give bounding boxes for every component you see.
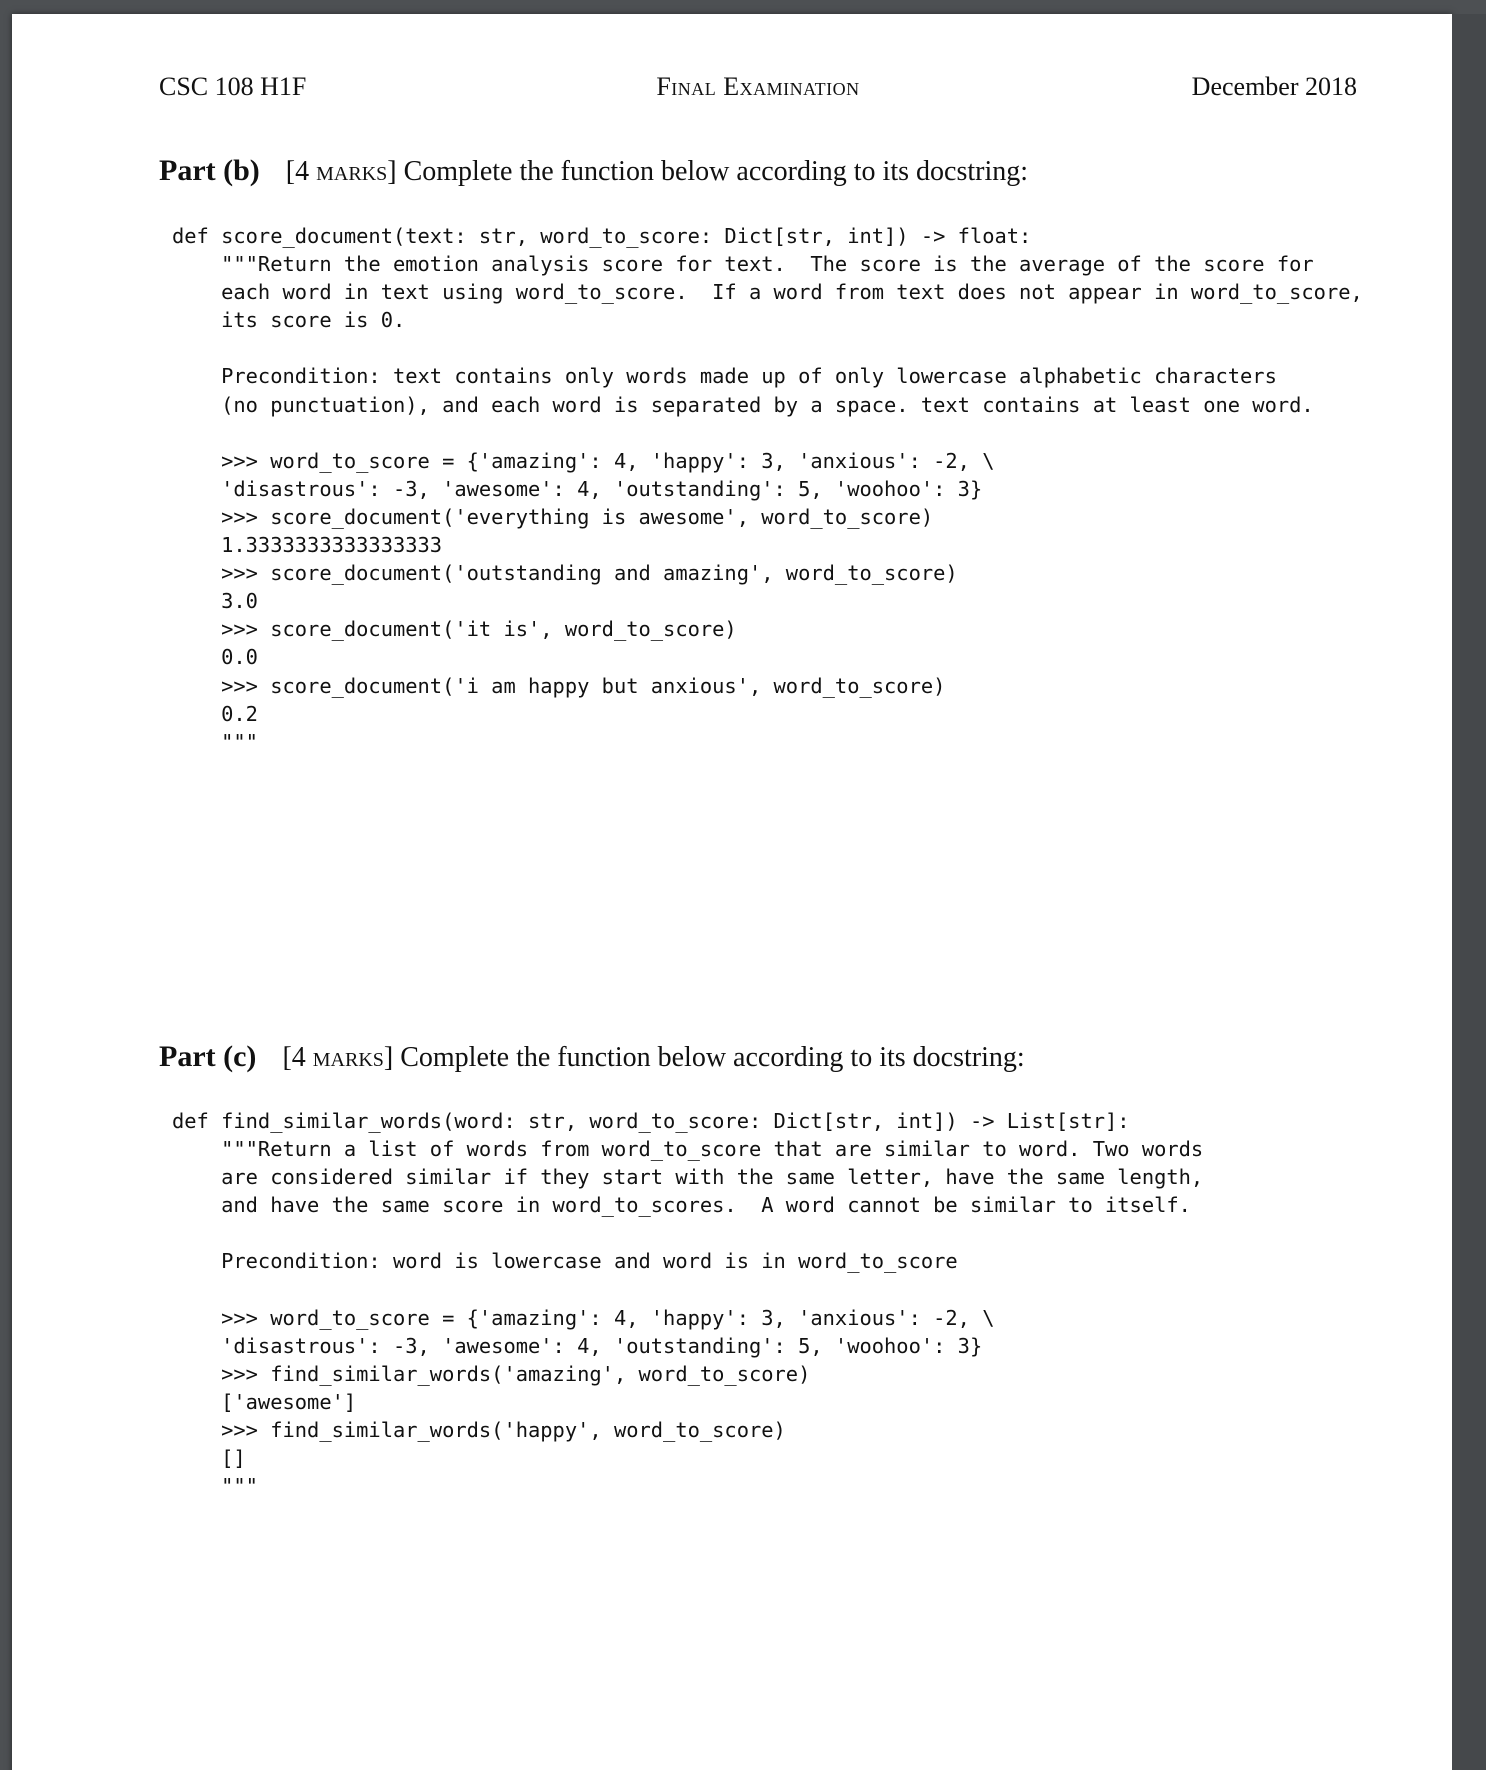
code-line: 'disastrous': -3, 'awesome': 4, 'outstanding': 5, 'woohoo': 3}: [172, 1333, 983, 1358]
code-line: [172, 334, 1363, 362]
code-line: >>> score_document('everything is awesome', word_to_score): [172, 504, 934, 529]
code-line: >>> word_to_score = {'amazing': 4, 'happy': 3, 'anxious': -2, \: [172, 448, 995, 473]
part-b-marks: [4 marks]: [285, 156, 397, 187]
code-line: []: [172, 1446, 246, 1471]
part-c-marks: [4 marks]: [282, 1042, 394, 1073]
code-line: each word in text using word_to_score. If a word from text does not appear in word_to_score,: [172, 280, 1363, 305]
code-line: [172, 1219, 1203, 1247]
code-line: [172, 1276, 1203, 1304]
code-line: 0.2: [172, 701, 258, 726]
code-line: >>> score_document('outstanding and amazing', word_to_score): [172, 561, 958, 586]
code-line: [172, 419, 1363, 447]
code-line: 0.0: [172, 645, 258, 670]
code-line: Precondition: text contains only words made up of only lowercase alphabetic characters: [172, 364, 1277, 389]
code-line: >>> find_similar_words('happy', word_to_score): [172, 1418, 786, 1443]
code-line: def find_similar_words(word: str, word_to_score: Dict[str, int]) -> List[str]:: [172, 1109, 1130, 1133]
code-line: are considered similar if they start with the same letter, have the same length,: [172, 1165, 1204, 1190]
code-line: >>> score_document('it is', word_to_score): [172, 617, 737, 642]
code-line: Precondition: word is lowercase and word is in word_to_score: [172, 1249, 958, 1274]
code-line: """: [172, 729, 258, 754]
part-c-instruction: Complete the function below according to its docstring:: [400, 1042, 1025, 1073]
part-c-heading: [159, 1040, 1025, 1074]
part-b-label: Part (b): [159, 154, 260, 187]
code-line: >>> word_to_score = {'amazing': 4, 'happy': 3, 'anxious': -2, \: [172, 1305, 995, 1330]
code-line: """: [172, 1474, 258, 1499]
part-b-code-block: [172, 222, 1363, 756]
part-b-instruction: Complete the function below according to its docstring:: [403, 156, 1028, 187]
part-b-heading: [159, 154, 1028, 188]
code-line: def score_document(text: str, word_to_score: Dict[str, int]) -> float:: [172, 224, 1032, 248]
viewer-background: [1452, 14, 1486, 1770]
code-line: 3.0: [172, 589, 258, 614]
part-c-code-block: [172, 1107, 1203, 1500]
exam-page: [12, 14, 1452, 1770]
part-c-label: Part (c): [159, 1040, 257, 1073]
code-line: 'disastrous': -3, 'awesome': 4, 'outstanding': 5, 'woohoo': 3}: [172, 476, 983, 501]
exam-date: December 2018: [1191, 72, 1357, 101]
code-line: >>> find_similar_words('amazing', word_to_score): [172, 1361, 811, 1386]
page-header: [159, 72, 1357, 104]
code-line: ['awesome']: [172, 1389, 357, 1414]
code-line: its score is 0.: [172, 308, 406, 333]
code-line: >>> score_document('i am happy but anxious', word_to_score): [172, 673, 946, 698]
code-line: (no punctuation), and each word is separated by a space. text contains at least one word.: [172, 392, 1314, 417]
code-line: and have the same score in word_to_scores. A word cannot be similar to itself.: [172, 1193, 1191, 1218]
code-line: """Return the emotion analysis score for text. The score is the average of the score for: [172, 252, 1314, 277]
exam-title: Final Examination: [656, 72, 860, 101]
code-line: 1.3333333333333333: [172, 533, 443, 558]
code-line: """Return a list of words from word_to_score that are similar to word. Two words: [172, 1137, 1204, 1162]
course-code: CSC 108 H1F: [159, 72, 307, 101]
